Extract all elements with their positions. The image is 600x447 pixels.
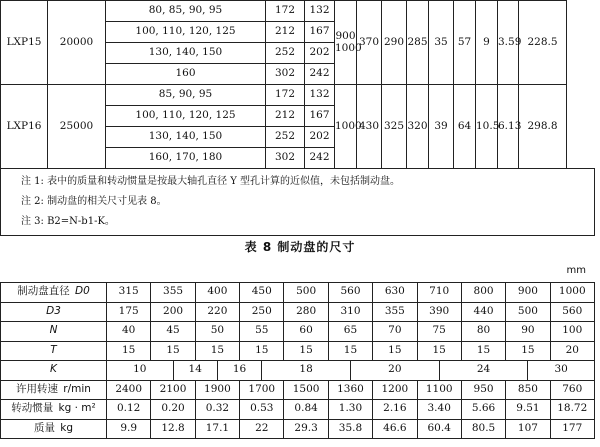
table-row <box>1 361 595 381</box>
t-label: T <box>50 343 57 356</box>
d3-value-cell: 280 <box>284 302 328 322</box>
n-value-cell: 45 <box>151 322 195 342</box>
t-value-cell: 15 <box>284 341 328 361</box>
inertia-label: 转动惯量 <box>11 402 54 415</box>
inertia-label-cell <box>1 400 107 420</box>
diameter-value-cell: 900 <box>506 283 550 303</box>
t-value-cell: 15 <box>195 341 239 361</box>
k-label-cell <box>1 361 107 381</box>
length-a-cell: 212 <box>266 22 305 43</box>
torque-cell: 25000 <box>48 85 106 169</box>
t-value-cell: 20 <box>550 341 594 361</box>
table-row <box>1 1 595 22</box>
speed-value-cell: 760 <box>550 380 594 400</box>
table-note: 注 1: 表中的质量和转动惯量是按最大轴孔直径 Y 型孔计算的近似值，未包括制动盘。 <box>21 176 401 187</box>
dimension-cell: 64 <box>454 85 476 169</box>
diameter-label: D0 <box>74 285 90 298</box>
inertia-value-cell: 9.51 <box>506 400 550 420</box>
inertia-label: kg · m² <box>58 402 96 415</box>
diameter-value-cell: 315 <box>107 283 151 303</box>
diameter-value-cell: 1000 <box>550 283 594 303</box>
table-row <box>1 85 595 106</box>
dimension-cell: 325 <box>382 85 407 169</box>
dimension-cell: 39 <box>429 85 454 169</box>
table-row <box>1 322 595 342</box>
diameter-value-cell: 500 <box>284 283 328 303</box>
dimension-cell: 35 <box>429 1 454 85</box>
shaft-diameter-cell: 160, 170, 180 <box>106 148 266 169</box>
dimension-cell: 3.59 <box>498 1 519 85</box>
inertia-value-cell: 0.20 <box>151 400 195 420</box>
speed-label-cell <box>1 380 107 400</box>
d3-value-cell: 390 <box>417 302 461 322</box>
speed-label: 许用转速 <box>16 382 59 395</box>
mass-value-cell: 17.1 <box>195 419 239 439</box>
n-value-cell: 60 <box>284 322 328 342</box>
k-label: K <box>50 363 57 376</box>
diameter-value-cell: 630 <box>373 283 417 303</box>
brake-disc-table <box>0 282 595 439</box>
table-row <box>1 341 595 361</box>
mass-value-cell: 9.9 <box>107 419 151 439</box>
length-a-cell: 172 <box>266 1 305 22</box>
mass-label: 质量 <box>34 421 55 434</box>
length-a-cell: 252 <box>266 127 305 148</box>
length-b-cell: 242 <box>305 64 335 85</box>
dimension-cell: 430 <box>357 85 382 169</box>
speed-value: 1000 <box>335 119 362 132</box>
notes-cell <box>1 169 595 236</box>
d3-value-cell: 175 <box>107 302 151 322</box>
t-value-cell: 15 <box>328 341 372 361</box>
speed-value-cell: 1360 <box>328 380 372 400</box>
length-b-cell: 242 <box>305 148 335 169</box>
mass-value-cell: 46.6 <box>373 419 417 439</box>
k-value-cell: 30 <box>528 361 595 381</box>
speed-value: 900 <box>335 29 356 42</box>
k-value-cell: 18 <box>262 361 351 381</box>
t-label-cell <box>1 341 107 361</box>
speed-value-cell: 850 <box>506 380 550 400</box>
d3-value-cell: 220 <box>195 302 239 322</box>
diameter-value-cell: 450 <box>240 283 284 303</box>
mass-value-cell: 35.8 <box>328 419 372 439</box>
n-value-cell: 65 <box>328 322 372 342</box>
table-caption: 表 8 制动盘的尺寸 <box>244 240 356 254</box>
d3-value-cell: 440 <box>461 302 505 322</box>
dimension-cell: 298.8 <box>519 85 567 169</box>
n-value-cell: 80 <box>461 322 505 342</box>
mass-value-cell: 60.4 <box>417 419 461 439</box>
diameter-value-cell: 800 <box>461 283 505 303</box>
shaft-diameter-cell: 100, 110, 120, 125 <box>106 106 266 127</box>
inertia-value-cell: 2.16 <box>373 400 417 420</box>
mass-value-cell: 29.3 <box>284 419 328 439</box>
d3-value-cell: 355 <box>373 302 417 322</box>
speed-value-cell: 2100 <box>151 380 195 400</box>
n-value-cell: 100 <box>550 322 594 342</box>
inertia-value-cell: 5.66 <box>461 400 505 420</box>
dimension-cell: 6.13 <box>498 85 519 169</box>
shaft-diameter-cell: 100, 110, 120, 125 <box>106 22 266 43</box>
n-value-cell: 50 <box>195 322 239 342</box>
length-b-cell: 132 <box>305 85 335 106</box>
diameter-label: 制动盘直径 <box>17 285 70 298</box>
speed-value-cell: 950 <box>461 380 505 400</box>
dimension-cell: 320 <box>407 85 429 169</box>
dimension-cell: 9 <box>476 1 498 85</box>
inertia-value-cell: 0.12 <box>107 400 151 420</box>
t-value-cell: 15 <box>107 341 151 361</box>
mass-value-cell: 177 <box>550 419 594 439</box>
speed-value-cell: 1100 <box>417 380 461 400</box>
shaft-diameter-cell: 80, 85, 90, 95 <box>106 1 266 22</box>
table-note: 注 3: B2=N-b1-K。 <box>21 216 115 227</box>
speed-cell <box>335 85 362 169</box>
inertia-value-cell: 0.32 <box>195 400 239 420</box>
shaft-diameter-cell: 130, 140, 150 <box>106 43 266 64</box>
n-value-cell: 40 <box>107 322 151 342</box>
diameter-value-cell: 560 <box>328 283 372 303</box>
d3-value-cell: 500 <box>506 302 550 322</box>
inertia-value-cell: 3.40 <box>417 400 461 420</box>
speed-value-cell: 1700 <box>240 380 284 400</box>
model-cell: LXP16 <box>1 85 48 169</box>
mass-value-cell: 22 <box>240 419 284 439</box>
n-value-cell: 90 <box>506 322 550 342</box>
length-a-cell: 172 <box>266 85 305 106</box>
speed-value-cell: 1900 <box>195 380 239 400</box>
n-label-cell <box>1 322 107 342</box>
inertia-value-cell: 18.72 <box>550 400 594 420</box>
diameter-value-cell: 400 <box>195 283 239 303</box>
k-value-cell: 20 <box>350 361 439 381</box>
length-b-cell: 132 <box>305 1 335 22</box>
n-value-cell: 75 <box>417 322 461 342</box>
n-value-cell: 70 <box>373 322 417 342</box>
dimension-cell: 370 <box>357 1 382 85</box>
model-cell: LXP15 <box>1 1 48 85</box>
speed-value-cell: 1500 <box>284 380 328 400</box>
inertia-value-cell: 0.84 <box>284 400 328 420</box>
length-a-cell: 252 <box>266 43 305 64</box>
length-b-cell: 202 <box>305 127 335 148</box>
length-b-cell: 167 <box>305 106 335 127</box>
mass-value-cell: 80.5 <box>461 419 505 439</box>
speed-value: 1000 <box>335 41 362 54</box>
n-value-cell: 55 <box>240 322 284 342</box>
speed-value-cell: 1200 <box>373 380 417 400</box>
speed-value-cell: 2400 <box>107 380 151 400</box>
t-value-cell: 15 <box>373 341 417 361</box>
t-value-cell: 15 <box>240 341 284 361</box>
k-value-cell: 24 <box>439 361 528 381</box>
notes-row <box>1 169 595 236</box>
speed-label: r/min <box>63 382 91 395</box>
dimension-cell: 57 <box>454 1 476 85</box>
length-a-cell: 302 <box>266 148 305 169</box>
table-row <box>1 302 595 322</box>
d3-label-cell <box>1 302 107 322</box>
mass-value-cell: 12.8 <box>151 419 195 439</box>
table-row <box>1 419 595 439</box>
d3-value-cell: 310 <box>328 302 372 322</box>
mass-label-cell <box>1 419 107 439</box>
diameter-value-cell: 710 <box>417 283 461 303</box>
table-row <box>1 283 595 303</box>
shaft-diameter-cell: 85, 90, 95 <box>106 85 266 106</box>
t-value-cell: 15 <box>506 341 550 361</box>
diameter-value-cell: 355 <box>151 283 195 303</box>
table-note: 注 2: 制动盘的相关尺寸见表 8。 <box>21 196 167 207</box>
shaft-diameter-cell: 160 <box>106 64 266 85</box>
length-b-cell: 202 <box>305 43 335 64</box>
torque-cell: 20000 <box>48 1 106 85</box>
unit-label: mm <box>566 265 586 276</box>
table-row <box>1 380 595 400</box>
inertia-value-cell: 1.30 <box>328 400 372 420</box>
length-a-cell: 302 <box>266 64 305 85</box>
t-value-cell: 15 <box>417 341 461 361</box>
d3-value-cell: 200 <box>151 302 195 322</box>
shaft-diameter-cell: 130, 140, 150 <box>106 127 266 148</box>
k-value-cell: 16 <box>217 361 261 381</box>
inertia-value-cell: 0.53 <box>240 400 284 420</box>
t-value-cell: 15 <box>461 341 505 361</box>
k-value-cell: 14 <box>173 361 217 381</box>
d3-value-cell: 560 <box>550 302 594 322</box>
k-value-cell: 10 <box>107 361 174 381</box>
d3-label: D3 <box>46 304 61 317</box>
dimension-cell: 285 <box>407 1 429 85</box>
length-b-cell: 167 <box>305 22 335 43</box>
dimension-cell: 10.5 <box>476 85 498 169</box>
mass-value-cell: 107 <box>506 419 550 439</box>
dimension-cell: 228.5 <box>519 1 567 85</box>
mass-label: kg <box>60 421 73 434</box>
speed-cell <box>335 1 362 85</box>
table-row <box>1 400 595 420</box>
n-label: N <box>49 324 58 337</box>
t-value-cell: 15 <box>151 341 195 361</box>
length-a-cell: 212 <box>266 106 305 127</box>
diameter-label-cell <box>1 283 107 303</box>
dimension-cell: 290 <box>382 1 407 85</box>
d3-value-cell: 250 <box>240 302 284 322</box>
